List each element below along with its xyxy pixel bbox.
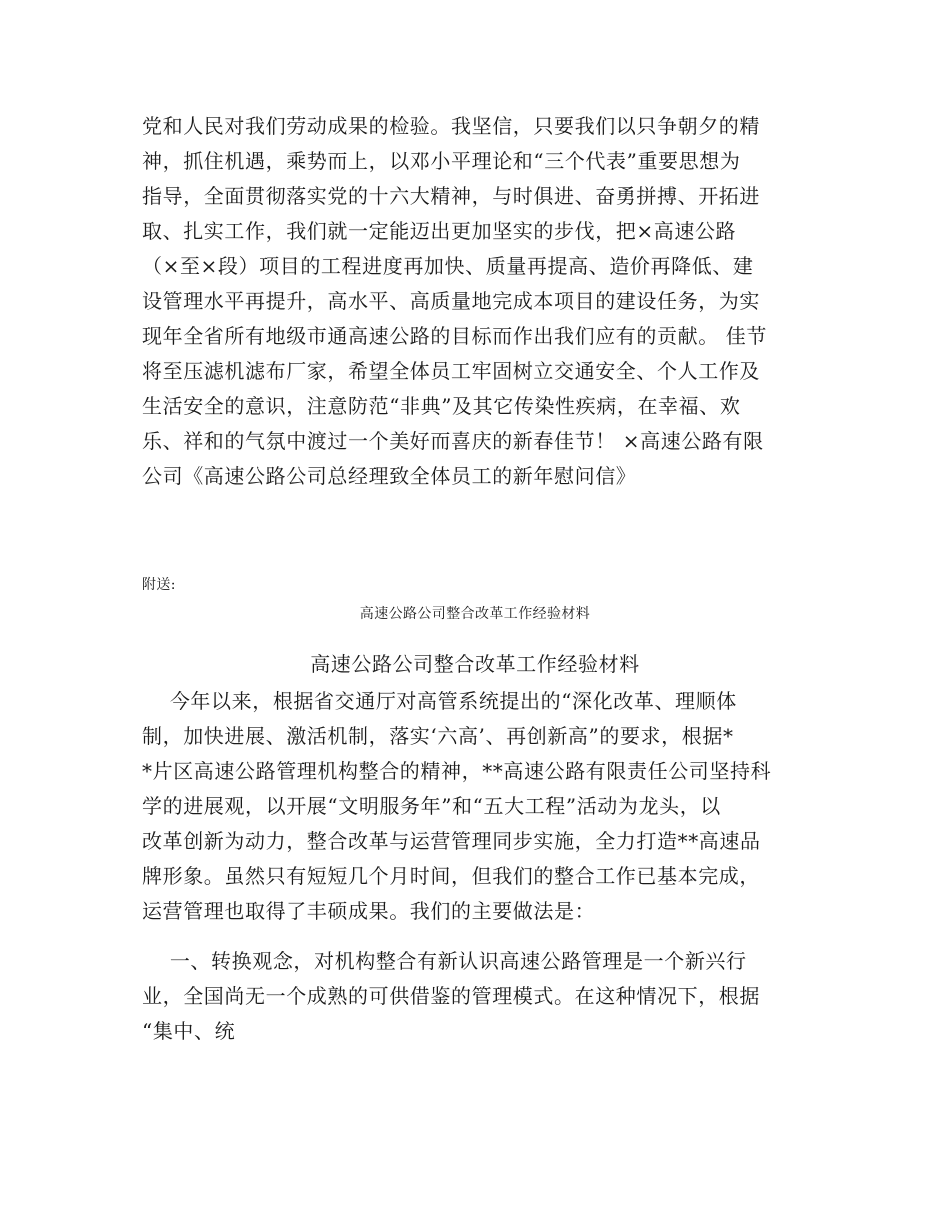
- body-line: 将至压滤机滤布厂家，希望全体员工牢固树立交通安全、个人工作及: [142, 359, 760, 383]
- body-line: （×至×段）项目的工程进度再加快、质量再提高、造价再降低、建: [142, 254, 754, 278]
- body-line: 生活安全的意识，注意防范“非典”及其它传染性疾病，在幸福、欢: [142, 394, 741, 418]
- body-line: 取、扎实工作，我们就一定能迈出更加坚实的步伐，把×高速公路: [142, 219, 737, 243]
- body-line: “集中、统: [142, 1019, 236, 1043]
- body-line: 今年以来，根据省交通厅对高管系统提出的“深化改革、理顺体: [142, 689, 737, 713]
- body-line: 运营管理也取得了丰硕成果。我们的主要做法是：: [142, 899, 596, 923]
- appendix-label: 附送:: [142, 577, 176, 593]
- body-line: 公司《高速公路公司总经理致全体员工的新年慰问信》: [142, 464, 637, 488]
- body-line: 业，全国尚无一个成熟的可供借鉴的管理模式。在这种情况下，根据: [142, 984, 760, 1008]
- body-line: 党和人民对我们劳动成果的检验。我坚信，只要我们以只争朝夕的精: [142, 114, 760, 138]
- body-line: 指导，全面贯彻落实党的十六大精神，与时俱进、奋勇拼搏、开拓进: [142, 184, 760, 208]
- body-line: 制，加快进展、激活机制，落实‘六高’、再创新高”的要求，根据*: [142, 724, 734, 748]
- appendix-main-title: 高速公路公司整合改革工作经验材料: [310, 652, 640, 676]
- body-line: *片区高速公路管理机构整合的精神，**高速公路有限责任公司坚持科: [142, 759, 772, 783]
- body-line: 乐、祥和的气氛中渡过一个美好而喜庆的新春佳节！ ×高速公路有限: [142, 429, 764, 453]
- body-line: 一、转换观念，对机构整合有新认识高速公路管理是一个新兴行: [142, 949, 747, 973]
- body-line: 设管理水平再提升，高水平、高质量地完成本项目的建设任务，为实: [142, 289, 760, 313]
- body-line: 牌形象。虽然只有短短几个月时间，但我们的整合工作已基本完成，: [142, 864, 760, 888]
- appendix-small-title: 高速公路公司整合改革工作经验材料: [359, 606, 591, 622]
- body-line: 现年全省所有地级市通高速公路的目标而作出我们应有的贡献。 佳节: [142, 324, 767, 348]
- body-line: 学的进展观，以开展“文明服务年”和“五大工程”活动为龙头，以: [142, 794, 721, 818]
- body-line: 改革创新为动力，整合改革与运营管理同步实施，全力打造**高速品: [142, 829, 761, 853]
- body-line: 神，抓住机遇，乘势而上，以邓小平理论和“三个代表”重要思想为: [142, 149, 741, 173]
